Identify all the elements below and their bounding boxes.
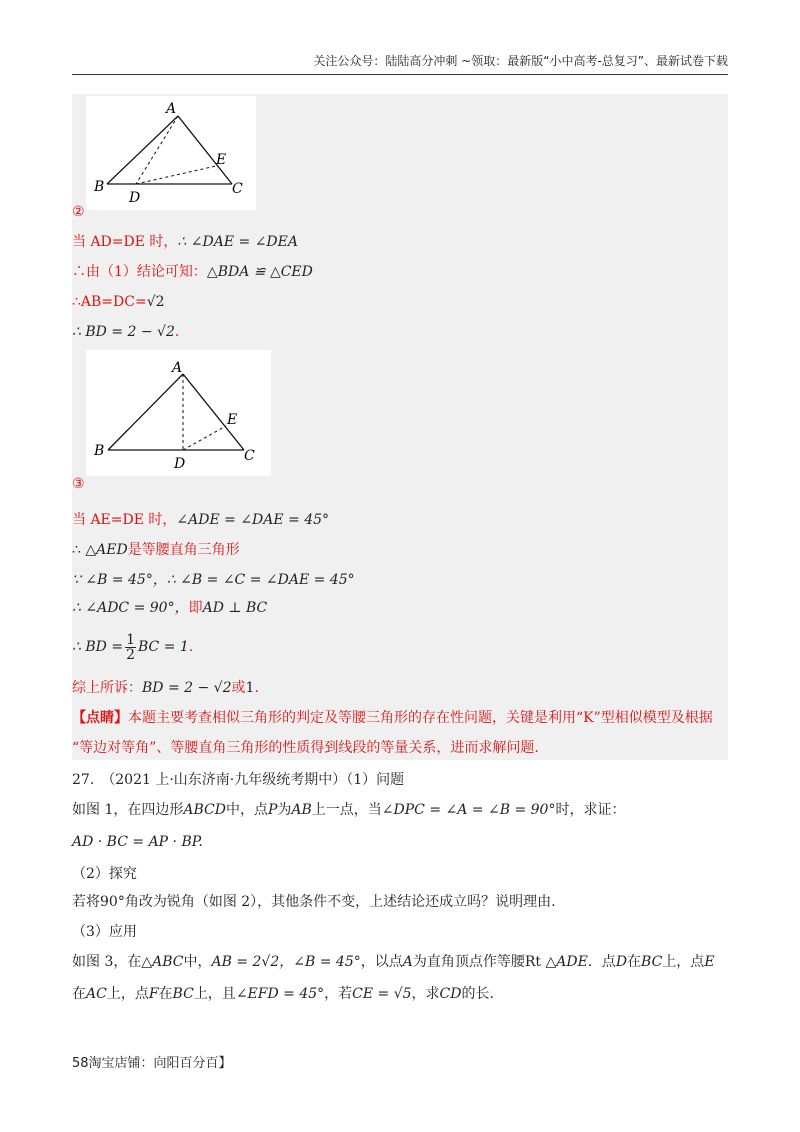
page-header (72, 52, 728, 75)
label-c: C (232, 181, 243, 197)
label-b: B (94, 443, 105, 459)
case3-line5: ∴ BD = $\frac{1}{2}$ BC = 1. (72, 631, 194, 663)
summary-line: 综上所诉：BD = 2 − √2或1. (72, 680, 259, 696)
q27-para4: 若将90°角改为锐角（如图 2），其他条件不变，上述结论还成立吗？说明理由. (72, 894, 556, 910)
label-a: A (172, 360, 183, 376)
case3-line2: ∴ △AED是等腰直角三角形 (72, 542, 240, 558)
case2-line2: ∴由（1）结论可知：△BDA ≌ △CED (72, 264, 313, 280)
case2-line3: ∴AB=DC=√2 (72, 294, 165, 310)
triangle-figure-2-svg (86, 350, 271, 476)
segment-de (136, 166, 216, 184)
label-d: D (129, 190, 141, 206)
label-a: A (166, 101, 177, 117)
q27-title: 27. （2021 上·山东济南·九年级统考期中）（1）问题 (72, 772, 405, 788)
label-e: E (227, 412, 238, 428)
triangle-figure-2 (86, 350, 271, 476)
comment-line2: “等边对等角”、等腰直角三角形的性质得到线段的等量关系，进而求解问题. (72, 740, 539, 756)
case3-line1: 当 AE=DE 时，∠ADE = ∠DAE = 45° (72, 512, 330, 528)
case2-line1: 当 AD=DE 时，∴ ∠DAE = ∠DEA (72, 234, 298, 250)
triangle-figure-1-svg (86, 96, 256, 210)
case3-marker: ③ (72, 476, 85, 492)
case3-line3: ∵ ∠B = 45°，∴ ∠B = ∠C = ∠DAE = 45° (72, 572, 355, 588)
page-footer: 58淘宝店铺：向阳百分百】 (72, 1056, 232, 1071)
side-ac (178, 116, 232, 184)
fraction-one-half: $\frac{1}{2}$ (126, 631, 135, 663)
case3-line4: ∴ ∠ADC = 90°，即AD ⊥ BC (72, 600, 268, 616)
q27-para5: （3）应用 (72, 924, 137, 940)
q27-para3: （2）探究 (72, 866, 137, 882)
q27-para2: AD · BC = AP · BP. (72, 834, 203, 850)
comment-line1: 【点睛】本题主要考查相似三角形的判定及等腰三角形的存在性问题，关键是利用“K”型相似模型及根据 (72, 710, 713, 726)
case2-marker: ② (72, 204, 85, 220)
q27-para7: 在AC上，点F在BC上，且∠EFD = 45°，若CE = √5，求CD的长. (72, 986, 494, 1002)
side-ab (108, 374, 183, 450)
label-c: C (244, 448, 255, 464)
header-text: 关注公众号：陆陆高分冲刺 ~领取：最新版“小中高考-总复习”、最新试卷下载 (313, 54, 728, 68)
q27-para1: 如图 1，在四边形ABCD中，点P为AB上一点，当∠DPC = ∠A = ∠B = 90°时，求证： (72, 802, 626, 818)
q27-para6: 如图 3，在△ABC中，AB = 2√2，∠B = 45°，以点A为直角顶点作等腰Rt △ADE．点D在BC上，点E (72, 954, 715, 970)
triangle-figure-1 (86, 96, 256, 210)
label-e: E (216, 152, 227, 168)
segment-de (183, 426, 226, 450)
label-d: D (174, 456, 186, 472)
case2-line4: ∴ BD = 2 − √2. (72, 324, 180, 340)
label-b: B (94, 179, 105, 195)
